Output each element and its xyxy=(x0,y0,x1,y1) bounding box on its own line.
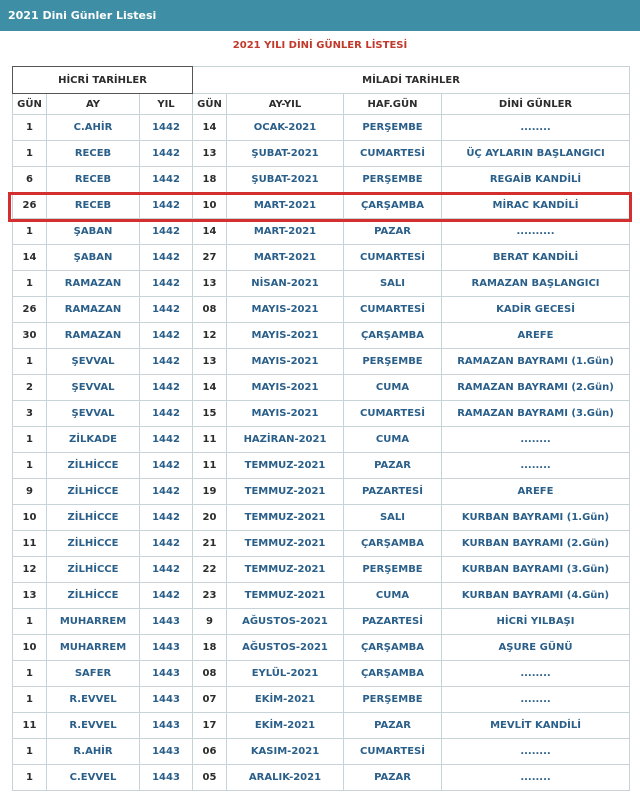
miladi-day-cell: 11 xyxy=(193,427,227,453)
month-year-cell: KASIM-2021 xyxy=(227,739,344,765)
religious-day-cell: BERAT KANDİLİ xyxy=(442,245,630,271)
table-row xyxy=(13,479,630,505)
miladi-day-cell: 27 xyxy=(193,245,227,271)
miladi-day-cell: 19 xyxy=(193,479,227,505)
hicri-day-cell: 10 xyxy=(13,635,47,661)
hicri-day-cell: 11 xyxy=(13,531,47,557)
month-year-cell: EYLÜL-2021 xyxy=(227,661,344,687)
hicri-year-cell: 1442 xyxy=(140,557,193,583)
table-row xyxy=(13,687,630,713)
month-year-cell: ARALIK-2021 xyxy=(227,765,344,791)
table-row xyxy=(13,375,630,401)
miladi-day-cell: 15 xyxy=(193,401,227,427)
miladi-day-cell: 07 xyxy=(193,687,227,713)
miladi-day-cell: 21 xyxy=(193,531,227,557)
month-year-cell: ŞUBAT-2021 xyxy=(227,167,344,193)
month-year-cell: MAYIS-2021 xyxy=(227,297,344,323)
table-row xyxy=(13,401,630,427)
hicri-year-cell: 1443 xyxy=(140,635,193,661)
religious-day-cell: MEVLİT KANDİLİ xyxy=(442,713,630,739)
group-header-row xyxy=(13,67,630,94)
miladi-day-cell: 20 xyxy=(193,505,227,531)
hicri-year-cell: 1442 xyxy=(140,427,193,453)
month-year-cell: MAYIS-2021 xyxy=(227,375,344,401)
miladi-day-cell: 05 xyxy=(193,765,227,791)
weekday-cell: PAZAR xyxy=(344,453,442,479)
hicri-year-cell: 1443 xyxy=(140,739,193,765)
column-header-row xyxy=(13,94,630,115)
hicri-day-cell: 1 xyxy=(13,661,47,687)
table-row xyxy=(13,193,630,219)
table-row xyxy=(13,141,630,167)
weekday-cell: SALI xyxy=(344,271,442,297)
hicri-day-cell: 1 xyxy=(13,271,47,297)
hicri-group-header: HİCRİ TARİHLER xyxy=(13,67,193,94)
month-year-cell: MART-2021 xyxy=(227,193,344,219)
table-row xyxy=(13,583,630,609)
hicri-year-cell: 1442 xyxy=(140,115,193,141)
religious-day-cell: RAMAZAN BAYRAMI (2.Gün) xyxy=(442,375,630,401)
hicri-year-cell: 1442 xyxy=(140,375,193,401)
hicri-month-cell: ŞEVVAL xyxy=(47,401,140,427)
window-title-bar xyxy=(0,0,640,31)
table-row xyxy=(13,713,630,739)
hicri-year-cell: 1442 xyxy=(140,193,193,219)
miladi-day-cell: 13 xyxy=(193,271,227,297)
hicri-day-cell: 1 xyxy=(13,115,47,141)
hicri-day-cell: 1 xyxy=(13,453,47,479)
month-year-cell: MART-2021 xyxy=(227,245,344,271)
weekday-cell: CUMA xyxy=(344,427,442,453)
hicri-month-cell: RECEB xyxy=(47,167,140,193)
religious-day-cell: ........ xyxy=(442,687,630,713)
religious-day-cell: AREFE xyxy=(442,323,630,349)
hicri-month-cell: MUHARREM xyxy=(47,609,140,635)
religious-day-cell: MİRAC KANDİLİ xyxy=(442,193,630,219)
religious-day-cell: KURBAN BAYRAMI (4.Gün) xyxy=(442,583,630,609)
month-year-cell: MAYIS-2021 xyxy=(227,401,344,427)
religious-day-cell: REGAİB KANDİLİ xyxy=(442,167,630,193)
month-year-cell: TEMMUZ-2021 xyxy=(227,583,344,609)
table-row xyxy=(13,115,630,141)
weekday-cell: ÇARŞAMBA xyxy=(344,635,442,661)
col-header-hicri-month: AY xyxy=(47,94,140,115)
window-title: 2021 Dini Günler Listesi xyxy=(8,9,157,22)
weekday-cell: CUMARTESİ xyxy=(344,401,442,427)
hicri-day-cell: 2 xyxy=(13,375,47,401)
hicri-year-cell: 1442 xyxy=(140,245,193,271)
hicri-month-cell: C.EVVEL xyxy=(47,765,140,791)
hicri-day-cell: 1 xyxy=(13,609,47,635)
weekday-cell: ÇARŞAMBA xyxy=(344,531,442,557)
hicri-month-cell: R.AHİR xyxy=(47,739,140,765)
miladi-day-cell: 12 xyxy=(193,323,227,349)
miladi-day-cell: 14 xyxy=(193,115,227,141)
religious-day-cell: .......... xyxy=(442,219,630,245)
month-year-cell: MAYIS-2021 xyxy=(227,349,344,375)
month-year-cell: AĞUSTOS-2021 xyxy=(227,635,344,661)
weekday-cell: CUMARTESİ xyxy=(344,297,442,323)
weekday-cell: ÇARŞAMBA xyxy=(344,661,442,687)
religious-days-table xyxy=(12,66,630,791)
weekday-cell: CUMARTESİ xyxy=(344,141,442,167)
table-row xyxy=(13,271,630,297)
miladi-day-cell: 23 xyxy=(193,583,227,609)
table-row xyxy=(13,505,630,531)
religious-day-cell: ........ xyxy=(442,661,630,687)
col-header-hicri-year: YIL xyxy=(140,94,193,115)
hicri-year-cell: 1442 xyxy=(140,531,193,557)
miladi-day-cell: 08 xyxy=(193,661,227,687)
hicri-year-cell: 1442 xyxy=(140,401,193,427)
col-header-weekday: HAF.GÜN xyxy=(344,94,442,115)
hicri-year-cell: 1442 xyxy=(140,271,193,297)
hicri-year-cell: 1442 xyxy=(140,297,193,323)
hicri-month-cell: ŞEVVAL xyxy=(47,349,140,375)
religious-day-cell: AŞURE GÜNÜ xyxy=(442,635,630,661)
weekday-cell: PAZAR xyxy=(344,713,442,739)
month-year-cell: ŞUBAT-2021 xyxy=(227,141,344,167)
month-year-cell: NİSAN-2021 xyxy=(227,271,344,297)
weekday-cell: PERŞEMBE xyxy=(344,167,442,193)
weekday-cell: PERŞEMBE xyxy=(344,115,442,141)
hicri-day-cell: 9 xyxy=(13,479,47,505)
miladi-day-cell: 13 xyxy=(193,349,227,375)
month-year-cell: AĞUSTOS-2021 xyxy=(227,609,344,635)
weekday-cell: PAZARTESİ xyxy=(344,479,442,505)
col-header-miladi-day: GÜN xyxy=(193,94,227,115)
table-row xyxy=(13,167,630,193)
miladi-day-cell: 06 xyxy=(193,739,227,765)
weekday-cell: ÇARŞAMBA xyxy=(344,193,442,219)
weekday-cell: CUMARTESİ xyxy=(344,245,442,271)
religious-day-cell: ........ xyxy=(442,427,630,453)
hicri-month-cell: C.AHİR xyxy=(47,115,140,141)
religious-day-cell: RAMAZAN BAYRAMI (1.Gün) xyxy=(442,349,630,375)
miladi-day-cell: 9 xyxy=(193,609,227,635)
hicri-year-cell: 1442 xyxy=(140,219,193,245)
hicri-day-cell: 13 xyxy=(13,583,47,609)
hicri-month-cell: ŞABAN xyxy=(47,245,140,271)
table-row xyxy=(13,219,630,245)
hicri-month-cell: ZİLKADE xyxy=(47,427,140,453)
hicri-month-cell: MUHARREM xyxy=(47,635,140,661)
hicri-month-cell: R.EVVEL xyxy=(47,713,140,739)
table-row xyxy=(13,609,630,635)
hicri-year-cell: 1443 xyxy=(140,661,193,687)
miladi-day-cell: 18 xyxy=(193,635,227,661)
hicri-month-cell: ZİLHİCCE xyxy=(47,453,140,479)
hicri-month-cell: ZİLHİCCE xyxy=(47,505,140,531)
religious-day-cell: ........ xyxy=(442,739,630,765)
religious-day-cell: HİCRİ YILBAŞI xyxy=(442,609,630,635)
religious-day-cell: RAMAZAN BAYRAMI (3.Gün) xyxy=(442,401,630,427)
weekday-cell: PERŞEMBE xyxy=(344,557,442,583)
table-row xyxy=(13,635,630,661)
hicri-day-cell: 1 xyxy=(13,141,47,167)
hicri-month-cell: ŞABAN xyxy=(47,219,140,245)
weekday-cell: CUMA xyxy=(344,375,442,401)
page-title: 2021 YILI DİNİ GÜNLER LİSTESİ xyxy=(232,40,408,51)
hicri-day-cell: 10 xyxy=(13,505,47,531)
table-row xyxy=(13,323,630,349)
hicri-month-cell: RAMAZAN xyxy=(47,271,140,297)
table-row xyxy=(13,739,630,765)
table-row xyxy=(13,245,630,271)
religious-day-cell: KURBAN BAYRAMI (3.Gün) xyxy=(442,557,630,583)
religious-day-cell: RAMAZAN BAŞLANGICI xyxy=(442,271,630,297)
miladi-day-cell: 17 xyxy=(193,713,227,739)
hicri-day-cell: 3 xyxy=(13,401,47,427)
hicri-month-cell: RECEB xyxy=(47,141,140,167)
hicri-day-cell: 26 xyxy=(13,297,47,323)
weekday-cell: ÇARŞAMBA xyxy=(344,323,442,349)
month-year-cell: MAYIS-2021 xyxy=(227,323,344,349)
table-row xyxy=(13,427,630,453)
hicri-month-cell: RAMAZAN xyxy=(47,297,140,323)
month-year-cell: EKİM-2021 xyxy=(227,713,344,739)
hicri-month-cell: ZİLHİCCE xyxy=(47,531,140,557)
table-row xyxy=(13,531,630,557)
hicri-year-cell: 1443 xyxy=(140,765,193,791)
month-year-cell: TEMMUZ-2021 xyxy=(227,531,344,557)
religious-day-cell: KADİR GECESİ xyxy=(442,297,630,323)
month-year-cell: HAZİRAN-2021 xyxy=(227,427,344,453)
hicri-day-cell: 14 xyxy=(13,245,47,271)
hicri-day-cell: 1 xyxy=(13,687,47,713)
miladi-day-cell: 10 xyxy=(193,193,227,219)
hicri-month-cell: ZİLHİCCE xyxy=(47,479,140,505)
hicri-day-cell: 1 xyxy=(13,349,47,375)
col-header-religious-day: DİNİ GÜNLER xyxy=(442,94,630,115)
hicri-day-cell: 6 xyxy=(13,167,47,193)
miladi-day-cell: 18 xyxy=(193,167,227,193)
miladi-day-cell: 22 xyxy=(193,557,227,583)
hicri-year-cell: 1442 xyxy=(140,323,193,349)
hicri-day-cell: 1 xyxy=(13,427,47,453)
religious-day-cell: ........ xyxy=(442,453,630,479)
month-year-cell: TEMMUZ-2021 xyxy=(227,505,344,531)
hicri-month-cell: ŞEVVAL xyxy=(47,375,140,401)
miladi-day-cell: 13 xyxy=(193,141,227,167)
religious-day-cell: ........ xyxy=(442,765,630,791)
hicri-year-cell: 1443 xyxy=(140,713,193,739)
hicri-year-cell: 1442 xyxy=(140,453,193,479)
hicri-year-cell: 1442 xyxy=(140,505,193,531)
table-row xyxy=(13,349,630,375)
hicri-day-cell: 30 xyxy=(13,323,47,349)
hicri-year-cell: 1442 xyxy=(140,583,193,609)
hicri-day-cell: 26 xyxy=(13,193,47,219)
hicri-day-cell: 1 xyxy=(13,219,47,245)
month-year-cell: TEMMUZ-2021 xyxy=(227,479,344,505)
month-year-cell: TEMMUZ-2021 xyxy=(227,453,344,479)
table-row xyxy=(13,661,630,687)
hicri-day-cell: 12 xyxy=(13,557,47,583)
hicri-day-cell: 1 xyxy=(13,739,47,765)
hicri-month-cell: RAMAZAN xyxy=(47,323,140,349)
weekday-cell: PAZAR xyxy=(344,765,442,791)
table-row xyxy=(13,297,630,323)
miladi-day-cell: 08 xyxy=(193,297,227,323)
weekday-cell: PAZAR xyxy=(344,219,442,245)
religious-day-cell: AREFE xyxy=(442,479,630,505)
month-year-cell: EKİM-2021 xyxy=(227,687,344,713)
religious-day-cell: KURBAN BAYRAMI (2.Gün) xyxy=(442,531,630,557)
hicri-year-cell: 1442 xyxy=(140,141,193,167)
weekday-cell: PERŞEMBE xyxy=(344,687,442,713)
hicri-month-cell: R.EVVEL xyxy=(47,687,140,713)
table-body xyxy=(13,115,630,791)
month-year-cell: TEMMUZ-2021 xyxy=(227,557,344,583)
weekday-cell: CUMARTESİ xyxy=(344,739,442,765)
hicri-year-cell: 1442 xyxy=(140,167,193,193)
hicri-day-cell: 11 xyxy=(13,713,47,739)
hicri-month-cell: SAFER xyxy=(47,661,140,687)
hicri-day-cell: 1 xyxy=(13,765,47,791)
table-row xyxy=(13,765,630,791)
weekday-cell: PERŞEMBE xyxy=(344,349,442,375)
hicri-year-cell: 1443 xyxy=(140,609,193,635)
miladi-group-header: MİLADİ TARİHLER xyxy=(193,67,630,94)
col-header-hicri-day: GÜN xyxy=(13,94,47,115)
religious-day-cell: ÜÇ AYLARIN BAŞLANGICI xyxy=(442,141,630,167)
weekday-cell: SALI xyxy=(344,505,442,531)
miladi-day-cell: 14 xyxy=(193,219,227,245)
month-year-cell: OCAK-2021 xyxy=(227,115,344,141)
hicri-year-cell: 1442 xyxy=(140,479,193,505)
hicri-year-cell: 1443 xyxy=(140,687,193,713)
weekday-cell: CUMA xyxy=(344,583,442,609)
religious-day-cell: ........ xyxy=(442,115,630,141)
hicri-month-cell: ZİLHİCCE xyxy=(47,557,140,583)
hicri-month-cell: RECEB xyxy=(47,193,140,219)
miladi-day-cell: 14 xyxy=(193,375,227,401)
table-row xyxy=(13,453,630,479)
weekday-cell: PAZARTESİ xyxy=(344,609,442,635)
table-row xyxy=(13,557,630,583)
religious-day-cell: KURBAN BAYRAMI (1.Gün) xyxy=(442,505,630,531)
miladi-day-cell: 11 xyxy=(193,453,227,479)
col-header-month-year: AY-YIL xyxy=(227,94,344,115)
month-year-cell: MART-2021 xyxy=(227,219,344,245)
hicri-year-cell: 1442 xyxy=(140,349,193,375)
hicri-month-cell: ZİLHİCCE xyxy=(47,583,140,609)
